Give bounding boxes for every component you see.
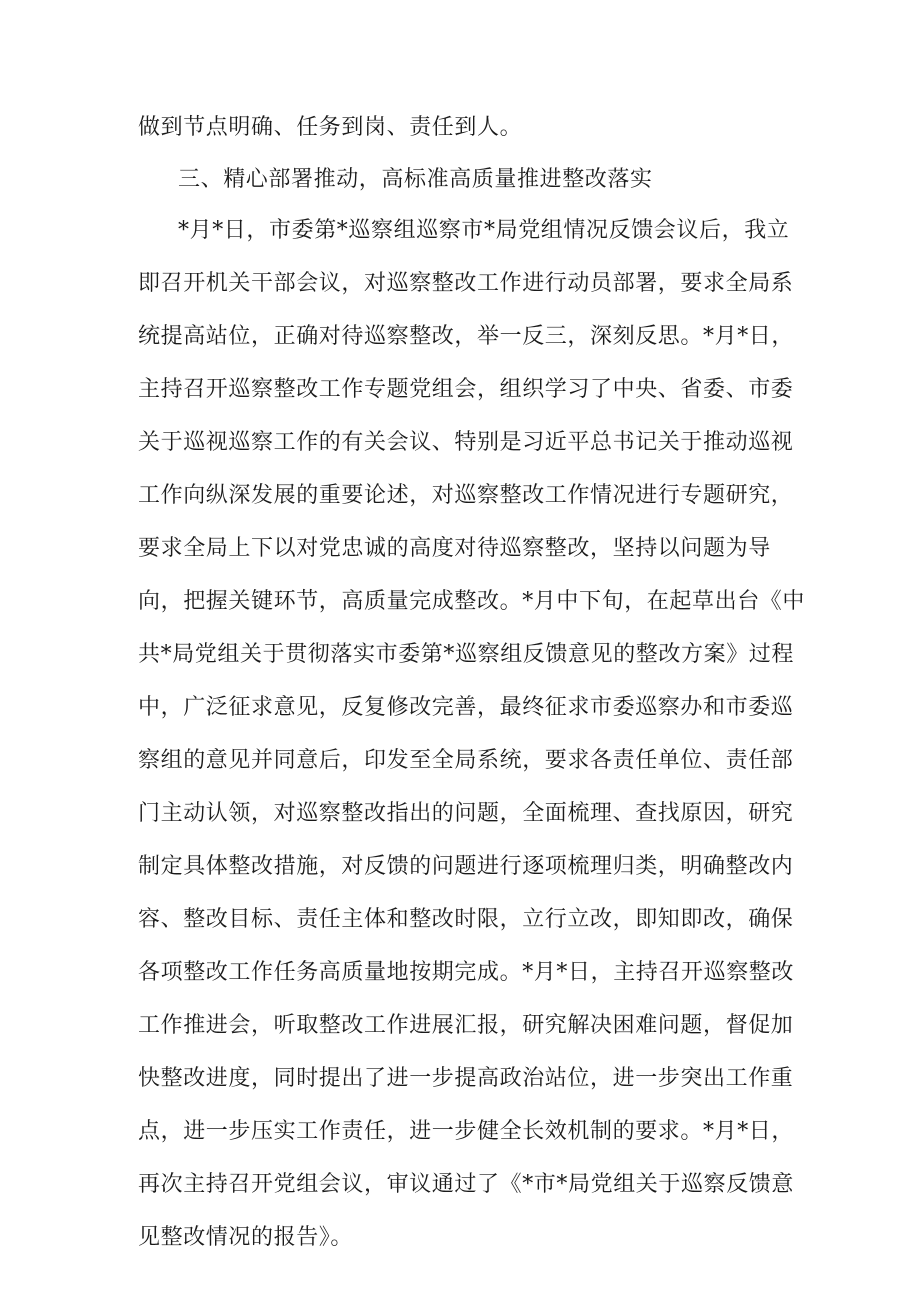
paragraph-line: 统提高站位，正确对待巡察整改，举一反三，深刻反思。*月*日， (138, 324, 795, 349)
paragraph-line: 快整改进度，同时提出了进一步提高政治站位，进一步突出工作重 (138, 1066, 794, 1091)
paragraph-line: 工作向纵深发展的重要论述，对巡察整改工作情况进行专题研究， (138, 483, 794, 508)
paragraph-line: 制定具体整改措施，对反馈的问题进行逐项梳理归类，明确整改内 (138, 854, 794, 879)
paragraph-line: 再次主持召开党组会议，审议通过了《*市*局党组关于巡察反馈意 (138, 1172, 795, 1197)
paragraph-line: 中，广泛征求意见，反复修改完善，最终征求市委巡察办和市委巡 (138, 695, 794, 720)
paragraph-line: 即召开机关干部会议，对巡察整改工作进行动员部署，要求全局系 (138, 271, 794, 296)
paragraph-line: 共*局党组关于贯彻落实市委第*巡察组反馈意见的整改方案》过程 (138, 642, 795, 667)
paragraph-line: 容、整改目标、责任主体和整改时限，立行立改，即知即改，确保 (138, 907, 794, 932)
paragraph-line: 向，把握关键环节，高质量完成整改。*月中下旬，在起草出台《中 (138, 589, 806, 614)
paragraph-line: 各项整改工作任务高质量地按期完成。*月*日，主持召开巡察整改 (138, 960, 795, 985)
paragraph-line: 主持召开巡察整改工作专题党组会，组织学习了中央、省委、市委 (138, 377, 794, 402)
paragraph-line: 工作推进会，听取整改工作进展汇报，研究解决困难问题，督促加 (138, 1013, 794, 1038)
paragraph-line: 见整改情况的报告》。 (138, 1225, 354, 1250)
intro-line: 做到节点明确、任务到岗、责任到人。 (138, 115, 523, 140)
paragraph-line: 察组的意见并同意后，印发至全局系统，要求各责任单位、责任部 (138, 748, 794, 773)
paragraph-line: 门主动认领，对巡察整改指出的问题，全面梳理、查找原因，研究 (138, 801, 794, 826)
paragraph-line: 要求全局上下以对党忠诚的高度对待巡察整改，坚持以问题为导 (138, 536, 771, 561)
paragraph-line: 关于巡视巡察工作的有关会议、特别是习近平总书记关于推动巡视 (138, 430, 794, 455)
paragraph-line: 点，进一步压实工作责任，进一步健全长效机制的要求。*月*日， (138, 1119, 795, 1144)
paragraph-line: *月*日，市委第*巡察组巡察市*局党组情况反馈会议后，我立 (178, 218, 790, 243)
section-heading: 三、精心部署推动，高标准高质量推进整改落实 (178, 167, 653, 192)
